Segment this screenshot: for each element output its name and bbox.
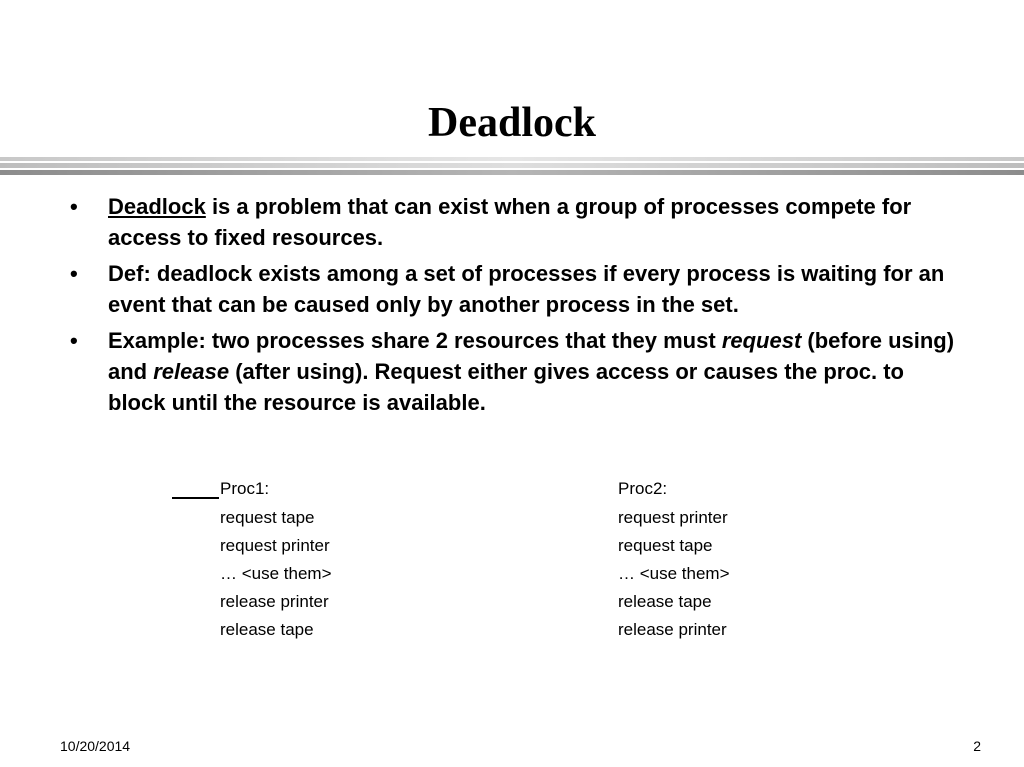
release-emphasis: release xyxy=(153,359,230,384)
proc1-header: Proc1: xyxy=(220,479,270,498)
bullet-text: (before using) and xyxy=(108,328,955,384)
proc2-line: release printer xyxy=(618,620,727,639)
proc2-line: … <use them> xyxy=(618,564,730,583)
slide-title: Deadlock xyxy=(428,100,596,146)
bullet-item-example xyxy=(64,325,964,418)
bullet-item-definition-intro xyxy=(64,191,964,253)
proc1-line: release tape xyxy=(220,620,314,639)
proc2-line: request tape xyxy=(618,536,713,555)
proc1-line: request printer xyxy=(220,536,330,555)
bullet-text: Def: deadlock exists among a set of processes if every process is waiting for an event that can be caused only by another process in the set. xyxy=(108,261,945,317)
proc1-line: request tape xyxy=(220,508,315,527)
bullet-dot: • xyxy=(70,328,78,353)
proc1-line: release printer xyxy=(220,592,329,611)
page-number: 2 xyxy=(973,738,981,754)
footer-date: 10/20/2014 xyxy=(60,738,131,754)
bullet-item-definition xyxy=(64,258,964,320)
bullet-dot: • xyxy=(70,261,78,286)
bullet-text: Example: two processes share 2 resources that they must xyxy=(108,328,722,353)
process-code-listing xyxy=(0,477,1024,647)
proc2-header: Proc2: xyxy=(618,479,668,498)
bullet-dot: • xyxy=(70,194,78,219)
title-rule-band xyxy=(0,170,1024,175)
bullet-list xyxy=(64,191,964,423)
proc2-line: request printer xyxy=(618,508,728,527)
bullet-text: (after using). Request either gives access or causes the proc. to block until the resource is available. xyxy=(108,359,904,415)
proc2-line: release tape xyxy=(618,592,712,611)
proc1-line: … <use them> xyxy=(220,564,332,583)
deadlock-term: Deadlock xyxy=(108,194,206,219)
bullet-text: is a problem that can exist when a group of processes compete for access to fixed resources. xyxy=(108,194,912,250)
request-emphasis: request xyxy=(721,328,802,353)
title-rule xyxy=(0,157,1024,175)
header-underline xyxy=(172,497,219,499)
